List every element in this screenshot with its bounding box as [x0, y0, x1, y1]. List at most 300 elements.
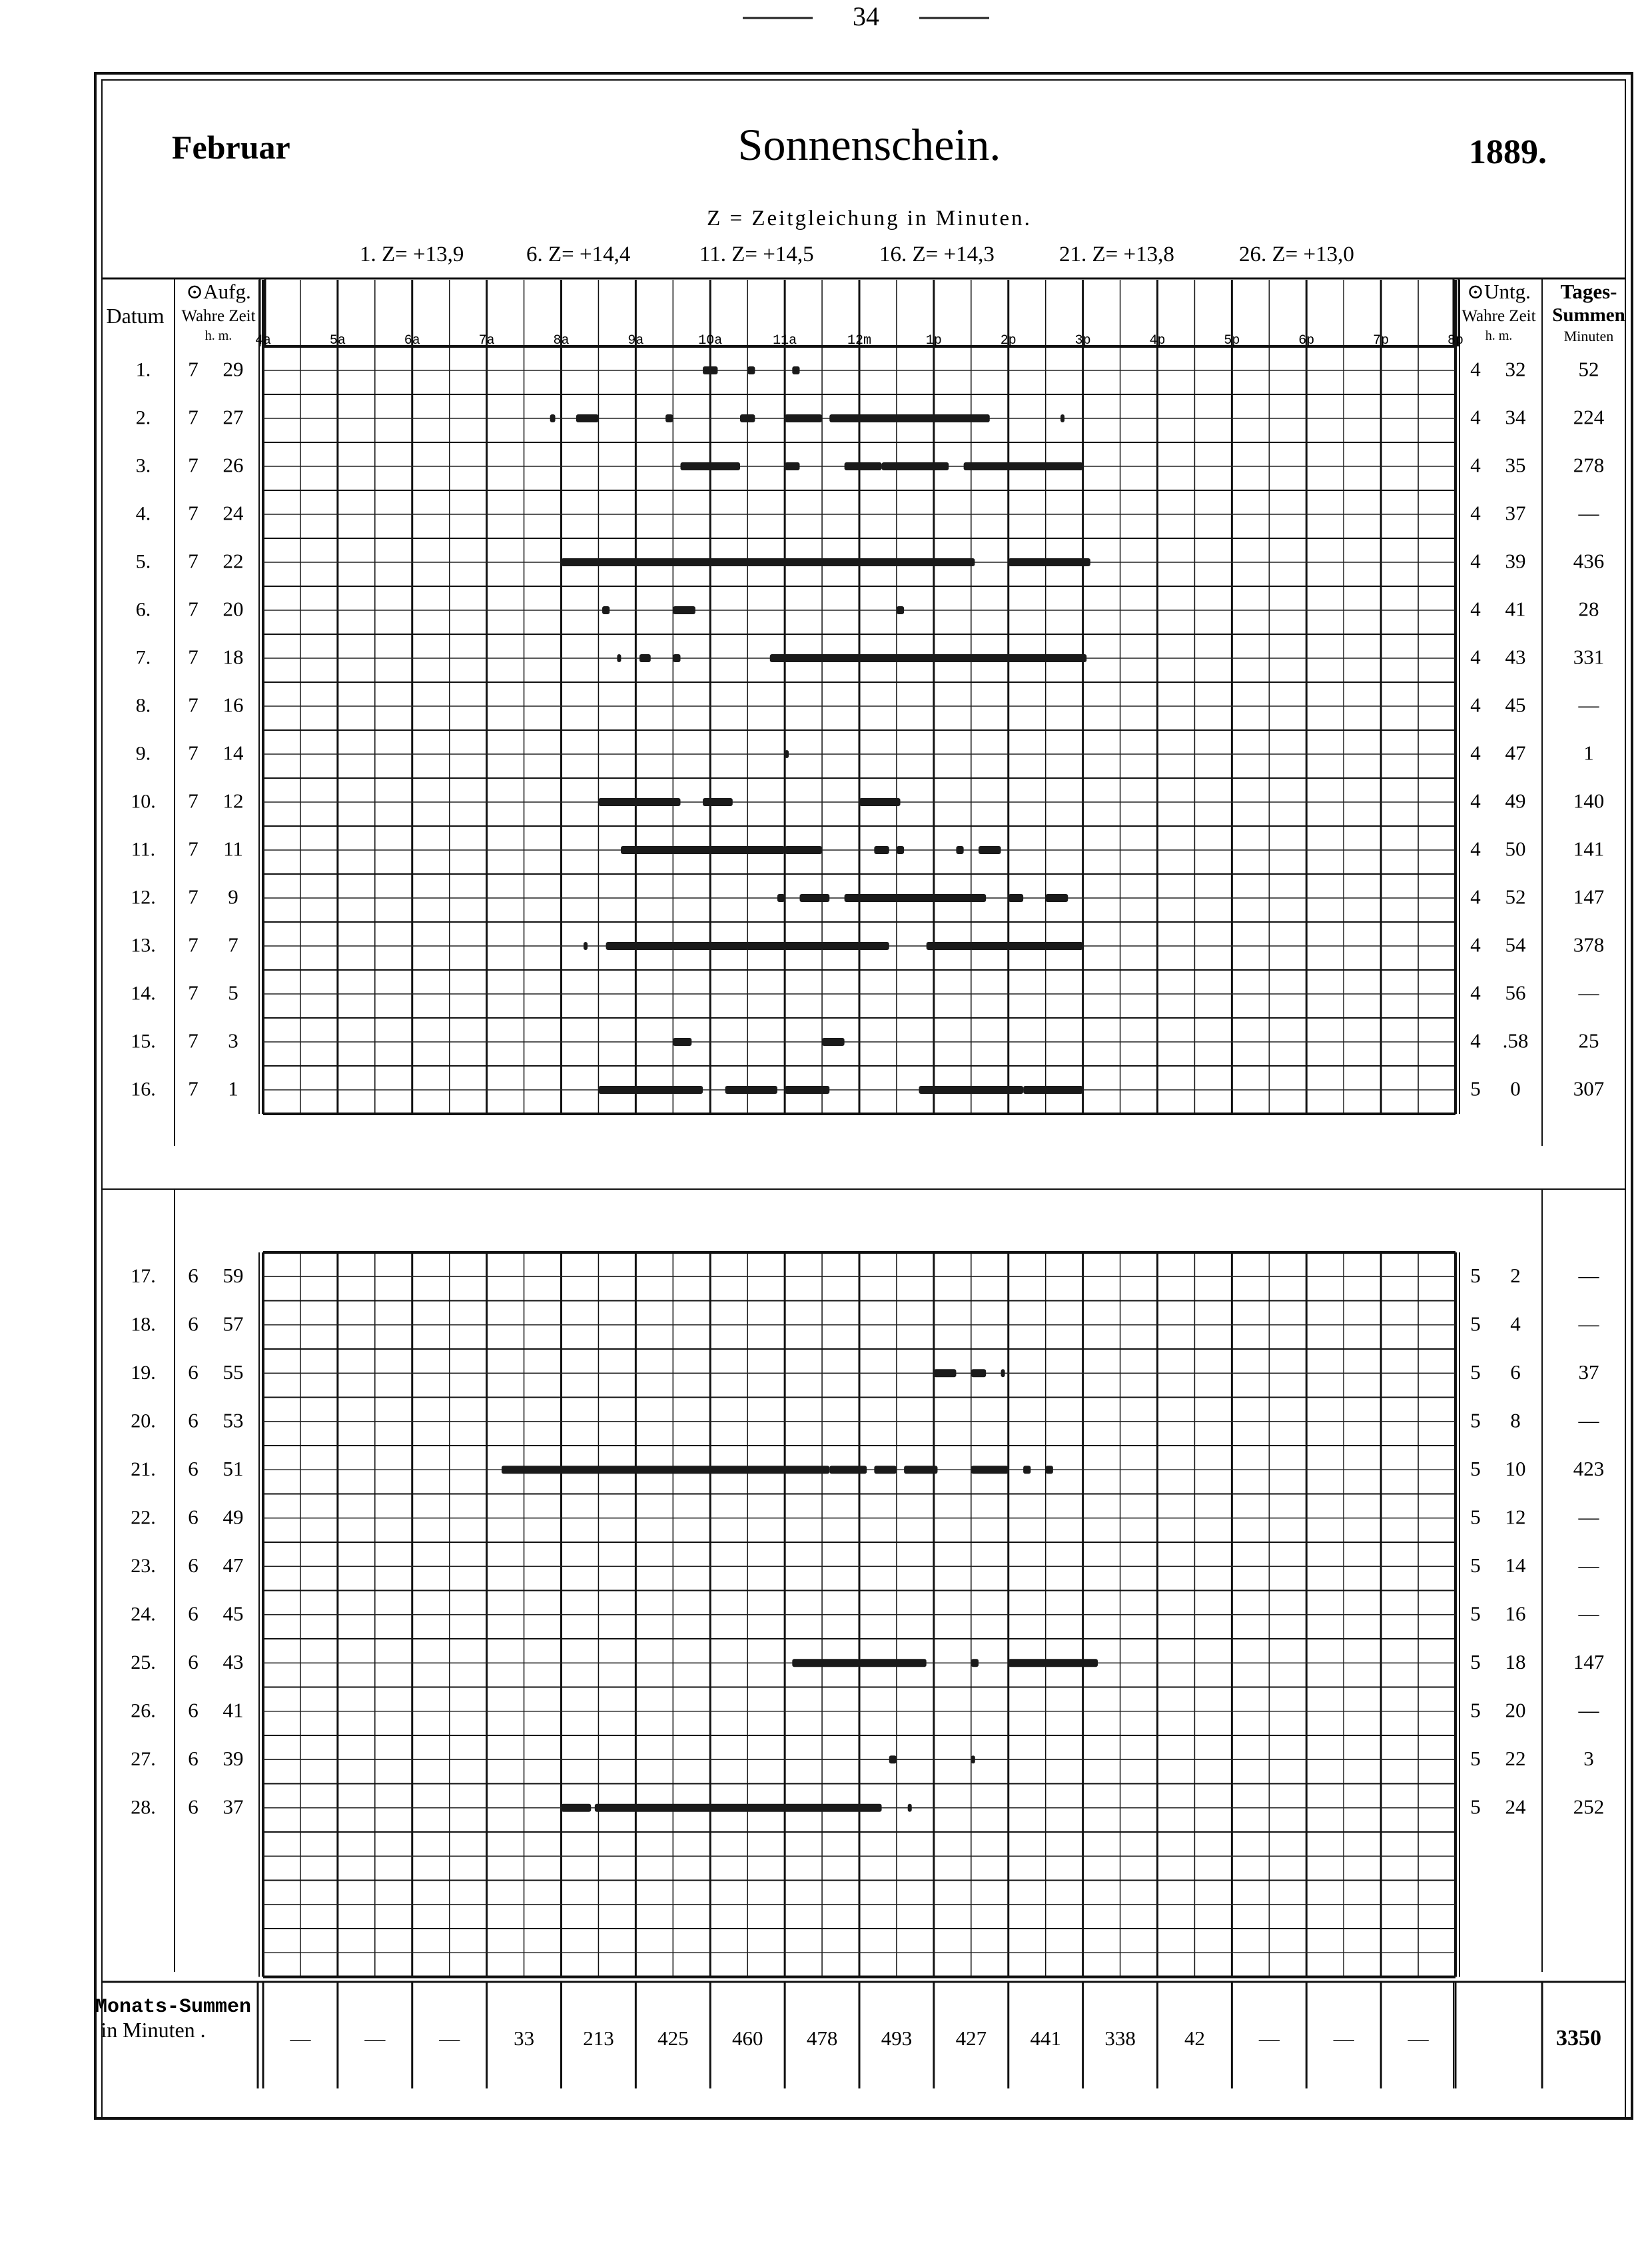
sunshine-trace — [1009, 894, 1023, 902]
daily-total: 52 — [1578, 357, 1599, 381]
sunshine-trace — [598, 798, 680, 806]
sunshine-trace — [908, 1804, 912, 1812]
sunrise-hour: 6 — [188, 1263, 199, 1287]
sunshine-trace — [770, 654, 1086, 662]
sunrise-minute: 1 — [228, 1077, 238, 1101]
sunset-minute: 35 — [1505, 453, 1526, 477]
day-date: 10. — [131, 790, 156, 813]
sunrise-minute: 24 — [222, 501, 244, 525]
sunrise-hour: 7 — [188, 501, 199, 525]
day-date: 24. — [131, 1603, 156, 1625]
sunset-hour: 4 — [1470, 453, 1481, 477]
sunshine-trace — [1009, 1659, 1098, 1667]
sunset-minute: 52 — [1505, 885, 1526, 909]
sunrise-minute: 41 — [222, 1698, 244, 1722]
hourly-total: 213 — [583, 2027, 614, 2050]
sunset-hour: 4 — [1470, 357, 1481, 381]
sunshine-trace — [845, 462, 882, 470]
day-row — [131, 1457, 1604, 1480]
column-header-daily-total — [1552, 280, 1625, 344]
sunshine-trace — [971, 1755, 975, 1763]
daily-total: — — [1578, 1698, 1599, 1722]
sunrise-header-units: h. m. — [205, 328, 232, 343]
sunrise-minute: 37 — [222, 1795, 244, 1819]
daily-total: — — [1578, 1505, 1599, 1529]
sunrise-minute: 51 — [222, 1456, 244, 1480]
sunshine-trace — [1001, 1369, 1005, 1377]
sunset-hour: 4 — [1470, 405, 1481, 429]
sunshine-trace — [979, 846, 1001, 854]
day-row — [131, 1505, 1599, 1528]
sunshine-trace — [550, 414, 556, 422]
day-row — [131, 1554, 1599, 1577]
sunset-hour: 4 — [1470, 789, 1481, 813]
hourly-total: 425 — [657, 2027, 689, 2050]
sunshine-trace — [606, 942, 889, 950]
sunset-header-line2: Wahre Zeit — [1461, 307, 1536, 325]
sunrise-hour: 6 — [188, 1553, 199, 1577]
sunset-minute: 32 — [1505, 357, 1526, 381]
sunrise-hour: 7 — [188, 453, 199, 477]
sunshine-trace — [829, 414, 990, 422]
sunshine-trace — [502, 1466, 829, 1474]
sunset-hour: 4 — [1470, 501, 1481, 525]
sunset-hour: 4 — [1470, 837, 1481, 861]
sunshine-trace — [681, 462, 741, 470]
sunrise-minute: 55 — [222, 1360, 244, 1384]
sunrise-hour: 6 — [188, 1505, 199, 1529]
inner-frame — [102, 80, 1625, 2118]
sunset-minute: 45 — [1505, 693, 1526, 717]
day-row — [136, 358, 1599, 381]
hour-label-2p: 2p — [1000, 333, 1017, 348]
sunrise-hour: 6 — [188, 1360, 199, 1384]
sunshine-trace — [792, 366, 799, 374]
sunrise-minute: 11 — [223, 837, 243, 861]
monthly-label-line1: Monats-Summen — [95, 1996, 252, 2019]
sunrise-minute: 9 — [228, 885, 238, 909]
daily-total: 147 — [1573, 885, 1605, 909]
daily-header-line1: Tages- — [1560, 280, 1617, 303]
grand-total: 3350 — [1556, 2026, 1601, 2050]
day-date: 1. — [135, 358, 151, 381]
day-date: 18. — [131, 1313, 156, 1336]
sunrise-minute: 16 — [222, 693, 244, 717]
sunset-hour: 5 — [1470, 1312, 1481, 1336]
sunrise-hour: 6 — [188, 1312, 199, 1336]
day-date: 8. — [135, 694, 151, 717]
sunrise-minute: 20 — [222, 597, 244, 621]
day-date: 12. — [131, 886, 156, 909]
hour-label-1p: 1p — [925, 333, 942, 348]
sunshine-trace — [897, 606, 904, 614]
sunshine-trace — [1023, 1086, 1083, 1094]
hourly-total: 33 — [514, 2027, 535, 2050]
day-date: 17. — [131, 1264, 156, 1287]
daily-total: 140 — [1573, 789, 1605, 813]
sunshine-trace — [904, 1466, 937, 1474]
sunrise-hour: 7 — [188, 597, 199, 621]
daily-header-line2: Summen — [1552, 304, 1625, 326]
sunshine-trace — [665, 414, 673, 422]
month-label: Februar — [172, 129, 290, 166]
equation-5: 21. Z= +13,8 — [1059, 242, 1174, 266]
day-row — [131, 837, 1604, 861]
sunset-hour: 5 — [1470, 1795, 1481, 1819]
monthly-label-line2: in Minuten . — [101, 2018, 206, 2042]
day-row — [131, 1312, 1599, 1335]
sunshine-trace — [882, 462, 949, 470]
hour-label-8a: 8a — [553, 333, 570, 348]
sunset-hour: 4 — [1470, 741, 1481, 765]
sunshine-trace — [1046, 1466, 1053, 1474]
sunshine-trace — [822, 1038, 845, 1046]
sunrise-hour: 6 — [188, 1698, 199, 1722]
equation-legend: Z = Zeitgleichung in Minuten. — [707, 207, 1032, 230]
sunset-hour: 5 — [1470, 1505, 1481, 1529]
sunshine-trace — [595, 1804, 882, 1812]
sunrise-minute: 14 — [222, 741, 244, 765]
daily-total: 28 — [1578, 597, 1599, 621]
sunset-minute: 34 — [1505, 405, 1526, 429]
day-date: 26. — [131, 1699, 156, 1722]
sunset-minute: 47 — [1505, 741, 1526, 765]
hour-label-4p: 4p — [1149, 333, 1166, 348]
sunrise-minute: 43 — [222, 1649, 244, 1673]
year-label: 1889. — [1469, 133, 1547, 171]
sunshine-trace — [1046, 894, 1068, 902]
hour-label-5a: 5a — [329, 333, 346, 348]
daily-total: 1 — [1583, 741, 1594, 765]
sunset-minute: 43 — [1505, 645, 1526, 669]
sunrise-minute: 29 — [222, 357, 244, 381]
day-date: 19. — [131, 1361, 156, 1384]
column-header-sunset — [1461, 280, 1535, 343]
sunset-hour: 4 — [1470, 693, 1481, 717]
sunset-minute: 8 — [1510, 1408, 1521, 1432]
sunset-hour: 5 — [1470, 1553, 1481, 1577]
daily-total: — — [1578, 1601, 1599, 1625]
sunset-hour: 5 — [1470, 1077, 1481, 1101]
day-date: 21. — [131, 1458, 156, 1480]
equation-4: 16. Z= +14,3 — [879, 242, 995, 266]
sunshine-trace — [602, 606, 610, 614]
sunshine-trace — [971, 1369, 986, 1377]
day-row — [131, 1360, 1599, 1384]
day-date: 5. — [135, 550, 151, 573]
page-title: Sonnenschein. — [737, 119, 1001, 170]
sunshine-trace — [617, 654, 621, 662]
sunset-minute: 20 — [1505, 1698, 1526, 1722]
day-row — [131, 1601, 1599, 1625]
sunrise-minute: 5 — [228, 981, 238, 1005]
hourly-total: 338 — [1104, 2027, 1136, 2050]
sunshine-trace — [584, 942, 588, 950]
hourly-total: 42 — [1184, 2027, 1205, 2050]
sunshine-trace — [703, 366, 717, 374]
hour-label-7p: 7p — [1373, 333, 1390, 348]
sunshine-trace — [1009, 558, 1090, 566]
daily-total: — — [1578, 501, 1599, 525]
sunset-minute: 22 — [1505, 1746, 1526, 1770]
day-date: 15. — [131, 1030, 156, 1053]
sunrise-minute: 49 — [222, 1505, 244, 1529]
day-date: 28. — [131, 1796, 156, 1819]
sunshine-trace — [971, 1466, 1009, 1474]
day-row — [136, 741, 1594, 765]
sunshine-trace — [874, 846, 889, 854]
sunrise-hour: 7 — [188, 837, 199, 861]
sunset-minute: 50 — [1505, 837, 1526, 861]
day-row — [131, 1264, 1599, 1287]
equation-values — [360, 242, 1354, 266]
daily-total: — — [1578, 981, 1599, 1005]
sunset-minute: 24 — [1505, 1795, 1526, 1819]
sunset-minute: 18 — [1505, 1649, 1526, 1673]
sunrise-minute: 59 — [222, 1263, 244, 1287]
sunset-minute: 10 — [1505, 1456, 1526, 1480]
sunrise-header-line2: Wahre Zeit — [181, 307, 256, 325]
sunrise-minute: 26 — [222, 453, 244, 477]
hour-label-7a: 7a — [478, 333, 495, 348]
day-date: 9. — [135, 742, 151, 765]
hourly-total: 493 — [881, 2027, 913, 2050]
sunrise-hour: 7 — [188, 933, 199, 957]
sunshine-grids — [259, 280, 1459, 1977]
sunshine-trace — [956, 846, 963, 854]
sunrise-hour: 6 — [188, 1408, 199, 1432]
sunrise-minute: 12 — [222, 789, 244, 813]
sunset-minute: 37 — [1505, 501, 1526, 525]
sunrise-hour: 7 — [188, 1077, 199, 1101]
sunrise-hour: 6 — [188, 1601, 199, 1625]
sunset-minute: 56 — [1505, 981, 1526, 1005]
equation-1: 1. Z= +13,9 — [360, 242, 464, 266]
hourly-total: — — [1258, 2027, 1280, 2050]
sunrise-minute: 57 — [222, 1312, 244, 1336]
sunshine-trace — [562, 1804, 592, 1812]
day-row — [131, 1029, 1599, 1053]
day-row — [131, 1077, 1604, 1101]
sunshine-trace — [673, 1038, 691, 1046]
sunset-minute: 39 — [1505, 549, 1526, 573]
day-date: 4. — [135, 502, 151, 525]
equation-6: 26. Z= +13,0 — [1239, 242, 1354, 266]
hour-label-4a: 4a — [254, 333, 272, 348]
sunrise-minute: 27 — [222, 405, 244, 429]
daily-total: 436 — [1573, 549, 1605, 573]
sunshine-trace — [785, 750, 789, 758]
daily-total: — — [1578, 1312, 1599, 1336]
day-row — [131, 981, 1599, 1005]
sunrise-hour: 7 — [188, 981, 199, 1005]
daily-total: 3 — [1583, 1746, 1594, 1770]
sunrise-hour: 7 — [188, 789, 199, 813]
sunshine-trace — [740, 414, 755, 422]
hour-label-9a: 9a — [627, 333, 644, 348]
daily-total: 378 — [1573, 933, 1605, 957]
sunshine-trace — [785, 414, 822, 422]
day-date: 27. — [131, 1747, 156, 1770]
day-date: 13. — [131, 934, 156, 957]
hour-label-6a: 6a — [404, 333, 420, 348]
sunshine-trace — [747, 366, 755, 374]
sunshine-trace — [598, 1086, 703, 1094]
sunset-hour: 5 — [1470, 1408, 1481, 1432]
equation-3: 11. Z= +14,5 — [699, 242, 814, 266]
sunset-hour: 5 — [1470, 1698, 1481, 1722]
page-number-text: 34 — [853, 1, 879, 31]
sunshine-trace — [785, 846, 822, 854]
sunshine-trace — [785, 1086, 829, 1094]
sunshine-trace — [1023, 1466, 1031, 1474]
hourly-total: — — [364, 2027, 386, 2050]
sunshine-trace — [964, 462, 1083, 470]
daily-total: 331 — [1573, 645, 1605, 669]
sunshine-trace — [725, 1086, 777, 1094]
day-date: 22. — [131, 1506, 156, 1529]
sunshine-trace — [829, 1466, 867, 1474]
sunset-minute: 16 — [1505, 1601, 1526, 1625]
sunset-hour: 4 — [1470, 933, 1481, 957]
sunrise-hour: 6 — [188, 1649, 199, 1673]
sunrise-minute: 45 — [222, 1601, 244, 1625]
monthly-totals-row — [95, 1982, 1601, 2088]
sunset-minute: 6 — [1510, 1360, 1521, 1384]
sunshine-trace — [845, 894, 987, 902]
sunshine-trace — [621, 846, 785, 854]
hourly-total: — — [290, 2027, 311, 2050]
hour-label-6p: 6p — [1298, 333, 1315, 348]
hourly-total: 441 — [1030, 2027, 1061, 2050]
grid-block-1 — [259, 280, 1459, 1114]
day-date: 14. — [131, 982, 156, 1005]
hourly-totals — [258, 1982, 1542, 2088]
sunset-hour: 4 — [1470, 549, 1481, 573]
sunrise-minute: 3 — [228, 1029, 238, 1053]
sunshine-trace — [859, 1659, 927, 1667]
sunshine-trace — [703, 798, 733, 806]
daily-total: — — [1578, 1408, 1599, 1432]
sunset-hour: 5 — [1470, 1746, 1481, 1770]
sunrise-hour: 7 — [188, 645, 199, 669]
day-rows — [131, 358, 1605, 1819]
sunset-header-line1: ⊙Untg. — [1467, 280, 1531, 303]
sunrise-minute: 7 — [228, 933, 238, 957]
column-header-sunrise — [181, 280, 255, 343]
day-date: 7. — [135, 646, 151, 669]
sunshine-trace — [673, 654, 680, 662]
sunshine-trace — [897, 846, 904, 854]
sunshine-trace — [800, 894, 830, 902]
daily-total: — — [1578, 1553, 1599, 1577]
sunrise-minute: 39 — [222, 1746, 244, 1770]
sunshine-trace — [777, 894, 785, 902]
day-date: 23. — [131, 1554, 156, 1577]
sunset-minute: 12 — [1505, 1505, 1526, 1529]
day-date: 3. — [135, 454, 151, 477]
sunset-hour: 5 — [1470, 1360, 1481, 1384]
sunshine-trace — [971, 1659, 979, 1667]
hourly-total: 478 — [806, 2027, 838, 2050]
daily-total: 141 — [1573, 837, 1605, 861]
hourly-total: — — [1333, 2027, 1354, 2050]
hour-label-3p: 3p — [1074, 333, 1091, 348]
page-number — [743, 1, 989, 31]
sunrise-header-line1: ⊙Aufg. — [186, 280, 251, 303]
sunset-minute: 54 — [1505, 933, 1526, 957]
sunset-minute: 0 — [1510, 1077, 1521, 1101]
day-row — [131, 1698, 1599, 1721]
sunshine-trace — [576, 414, 599, 422]
sunrise-hour: 7 — [188, 357, 199, 381]
sunshine-trace — [927, 942, 1083, 950]
hour-label-10a: 10a — [698, 333, 723, 348]
sunset-minute: 49 — [1505, 789, 1526, 813]
daily-total: 25 — [1578, 1029, 1599, 1053]
sunset-hour: 4 — [1470, 981, 1481, 1005]
sunset-hour: 4 — [1470, 1029, 1481, 1053]
sunset-minute: .58 — [1502, 1029, 1529, 1053]
equation-2: 6. Z= +14,4 — [526, 242, 631, 266]
daily-total: 423 — [1573, 1456, 1605, 1480]
daily-header-line3: Minuten — [1563, 328, 1614, 344]
daily-total: 307 — [1573, 1077, 1605, 1101]
sunrise-minute: 47 — [222, 1553, 244, 1577]
sunrise-minute: 22 — [222, 549, 244, 573]
daily-total: — — [1578, 1263, 1599, 1287]
sunshine-trace — [792, 1659, 859, 1667]
grid-block-2 — [259, 1252, 1459, 1977]
sunrise-hour: 7 — [188, 549, 199, 573]
sunrise-hour: 6 — [188, 1795, 199, 1819]
sunset-minute: 2 — [1510, 1263, 1521, 1287]
hour-label-11a: 11a — [773, 333, 797, 348]
day-date: 6. — [135, 598, 151, 621]
sunshine-trace — [934, 1369, 957, 1377]
sunshine-trace — [673, 606, 695, 614]
sunshine-trace — [1060, 414, 1064, 422]
sunset-hour: 5 — [1470, 1263, 1481, 1287]
sunset-hour: 4 — [1470, 597, 1481, 621]
sunrise-hour: 7 — [188, 741, 199, 765]
sunset-header-units: h. m. — [1485, 328, 1513, 343]
sunrise-minute: 53 — [222, 1408, 244, 1432]
daily-total: 37 — [1578, 1360, 1599, 1384]
daily-total: 278 — [1573, 453, 1605, 477]
sunshine-trace — [859, 798, 901, 806]
daily-total: 252 — [1573, 1795, 1605, 1819]
day-date: 2. — [135, 406, 151, 429]
day-date: 25. — [131, 1651, 156, 1673]
daily-total: 224 — [1573, 405, 1605, 429]
sunrise-hour: 7 — [188, 885, 199, 909]
sunrise-hour: 6 — [188, 1456, 199, 1480]
sunshine-trace — [874, 1466, 897, 1474]
sunshine-trace — [889, 1755, 897, 1763]
sunshine-trace — [562, 558, 975, 566]
sunrise-minute: 18 — [222, 645, 244, 669]
column-header-datum: Datum — [106, 304, 165, 328]
day-row — [131, 1408, 1599, 1432]
day-date: 16. — [131, 1078, 156, 1101]
sunset-minute: 41 — [1505, 597, 1526, 621]
hourly-total: — — [1408, 2027, 1429, 2050]
hour-label-5p: 5p — [1224, 333, 1240, 348]
sunset-hour: 5 — [1470, 1649, 1481, 1673]
hour-label-12m: 12m — [847, 333, 872, 348]
day-row — [131, 1747, 1594, 1770]
